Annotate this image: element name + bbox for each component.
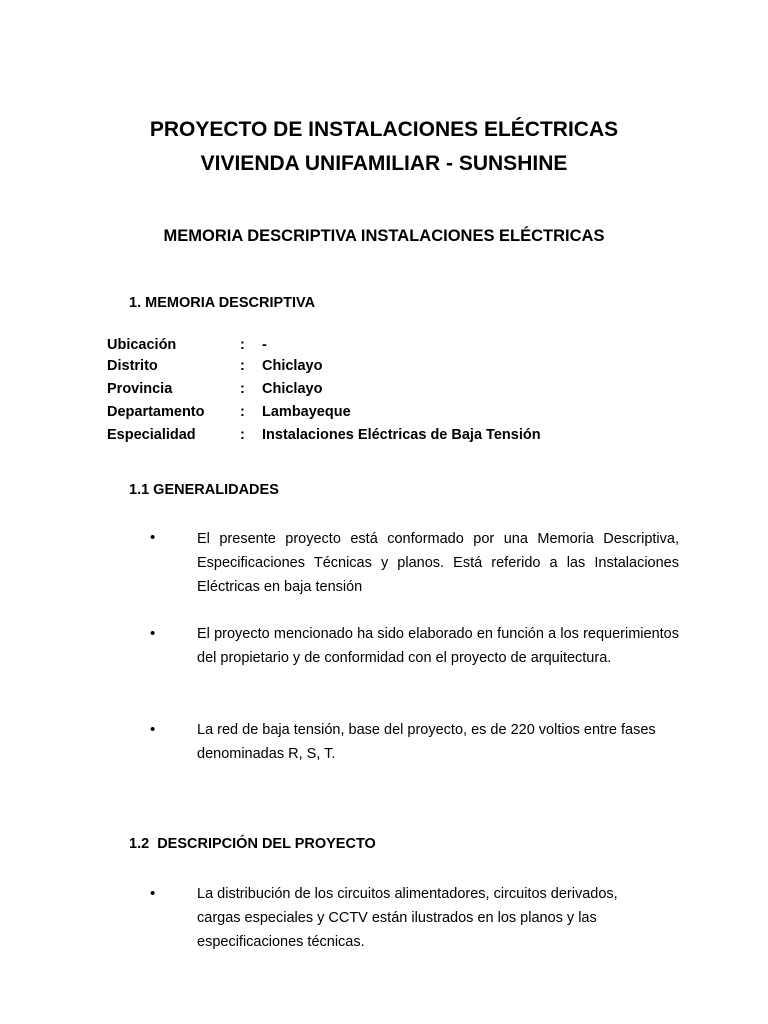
document-title-line-1: PROYECTO DE INSTALACIONES ELÉCTRICAS <box>149 118 619 141</box>
info-label: Provincia <box>107 381 173 397</box>
bullet-marker: • <box>150 625 156 642</box>
info-separator: : <box>240 427 245 443</box>
info-separator: : <box>240 358 245 374</box>
bullet-paragraph: El proyecto mencionado ha sido elaborado en función a los requerimientos del propietario y de conformidad con el proyecto de arquitectura. <box>197 626 679 666</box>
info-label: Distrito <box>107 358 158 374</box>
bullet-marker: • <box>150 885 156 902</box>
info-separator: : <box>240 404 245 420</box>
info-separator: : <box>240 337 245 353</box>
info-label: Ubicación <box>107 337 177 353</box>
bullet-paragraph: El presente proyecto está conformado por una Memoria Descriptiva, Especificaciones Técnicas y planos. Está referido a las Instalaciones Eléctricas en baja tensión <box>197 531 679 595</box>
document-title-line-2: VIVIENDA UNIFAMILIAR - SUNSHINE <box>200 152 568 175</box>
info-value: - <box>262 337 267 353</box>
section-heading-memoria: 1. MEMORIA DESCRIPTIVA <box>129 295 316 311</box>
info-value: Lambayeque <box>262 404 351 420</box>
section-heading-generalidades: 1.1 GENERALIDADES <box>129 482 279 498</box>
info-label: Departamento <box>107 404 205 420</box>
bullet-marker: • <box>150 529 156 546</box>
bullet-paragraph: La distribución de los circuitos alimentadores, circuitos derivados, cargas especiales y CCTV están ilustrados en los planos y las especificaciones técnicas. <box>197 886 618 950</box>
section-heading-descripcion: 1.2 DESCRIPCIÓN DEL PROYECTO <box>129 836 376 852</box>
info-separator: : <box>240 381 245 397</box>
bullet-marker: • <box>150 721 156 738</box>
info-label: Especialidad <box>107 427 196 443</box>
bullet-paragraph: La red de baja tensión, base del proyecto, es de 220 voltios entre fases denominadas R, S, T. <box>197 722 656 762</box>
info-value: Instalaciones Eléctricas de Baja Tensión <box>262 427 541 443</box>
info-value: Chiclayo <box>262 358 323 374</box>
document-subtitle: MEMORIA DESCRIPTIVA INSTALACIONES ELÉCTRICAS <box>163 227 605 245</box>
info-value: Chiclayo <box>262 381 323 397</box>
